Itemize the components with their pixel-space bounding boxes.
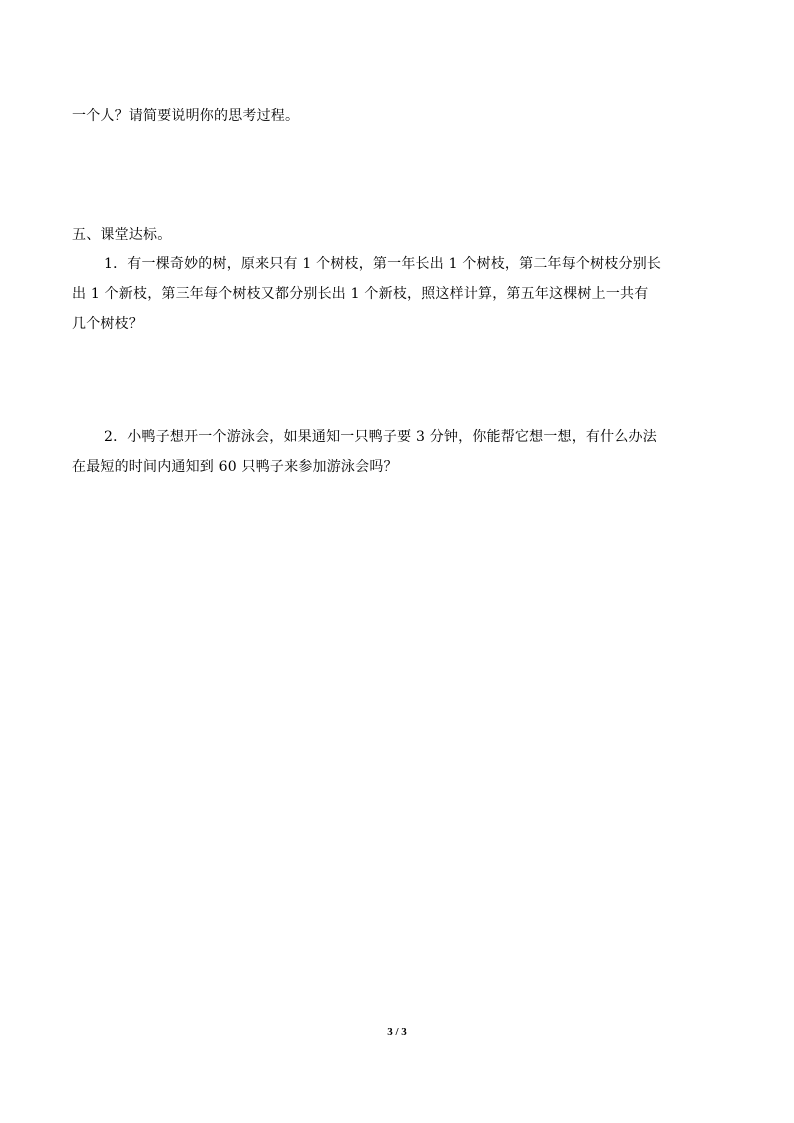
question-2-line-1: 2．小鸭子想开一个游泳会，如果通知一只鸭子要 3 分钟，你能帮它想一想，有什么办法 [104, 429, 657, 445]
page-number: 3 / 3 [387, 1026, 407, 1038]
question-1-line-1: 1．有一棵奇妙的树，原来只有 1 个树枝，第一年长出 1 个树枝，第二年每个树枝分别长 [104, 256, 662, 272]
question-1-line-2: 出 1 个新枝，第三年每个树枝又都分别长出 1 个新枝，照这样计算，第五年这棵树上一共有 [72, 286, 649, 302]
section-heading: 五、课堂达标。 [72, 227, 172, 243]
question-2-line-2: 在最短的时间内通知到 60 只鸭子来参加游泳会吗？ [72, 459, 398, 475]
question-1-line-3: 几个树枝？ [72, 316, 143, 332]
continuation-text: 一个人？请简要说明你的思考过程。 [72, 108, 300, 124]
